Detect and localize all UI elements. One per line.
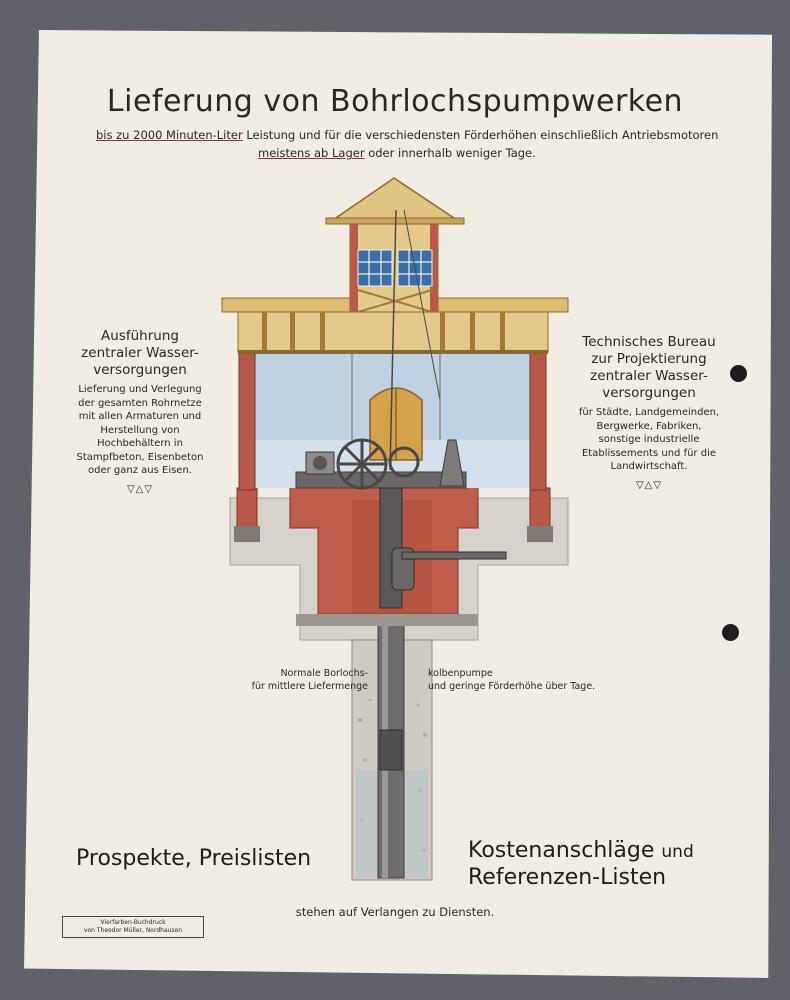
caption-left: Normale Borlochs- für mittlere Liefermenge (251, 668, 368, 692)
left-heading: Ausführung zentraler Wasser-versorgungen (81, 328, 199, 378)
subtitle-line-1-rest: Leistung und für die verschiedensten Förderhöhen einschließlich Antriebsmotoren (242, 128, 719, 142)
flywheel (338, 440, 386, 488)
und-text: und (661, 842, 694, 862)
tower-roof (330, 178, 460, 222)
caption-right: kolbenpumpe und geringe Förderhöhe über Tage. (428, 668, 596, 692)
brick-foundation-left (237, 488, 257, 528)
availability-note: stehen auf Verlangen zu Diensten. (295, 905, 495, 919)
right-heading: Technisches Bureau zur Projektierung zentraler Wasser-versorgungen (582, 334, 716, 401)
brick-foundation-right (530, 488, 550, 528)
discharge-pipe (402, 552, 506, 559)
printer-imprint-box (62, 916, 204, 938)
right-ornament: ▽△▽ (635, 479, 663, 491)
page-title: Lieferung von Bohrlochspumpwerken (106, 84, 684, 119)
left-info-column (70, 328, 210, 495)
capacity-text: bis zu 2000 Minuten-Liter (96, 128, 243, 142)
prospekte-heading: Prospekte, Preislisten (76, 846, 312, 871)
left-ornament: ▽△▽ (126, 483, 154, 495)
right-info-column (578, 334, 720, 491)
subtitle-line-2-rest: oder innerhalb weniger Tage. (364, 146, 536, 160)
kosten-line-1: Kostenanschläge (468, 838, 655, 863)
kostenanschlaege-heading (468, 838, 718, 890)
pump-cylinder (380, 730, 402, 770)
printer-line-2: von Theodor Müller, Nordhausen (83, 927, 183, 934)
kosten-line-2: Referenzen-Listen (468, 865, 667, 890)
left-body: Lieferung und Verlegung der gesamten Rohrnetze mit allen Armaturen und Herstellung von Hochbehältern in Stampfbeton, Eisenbeton oder ganz aus Eisen. (76, 384, 204, 476)
right-body: für Städte, Landgemeinden, Bergwerke, Fabriken, sonstige industrielle Etablissements und für die Landwirtschaft. (578, 407, 720, 472)
stock-text: meistens ab Lager (258, 146, 365, 160)
printer-line-1: Vierfarben-Buchdruck (100, 919, 166, 926)
